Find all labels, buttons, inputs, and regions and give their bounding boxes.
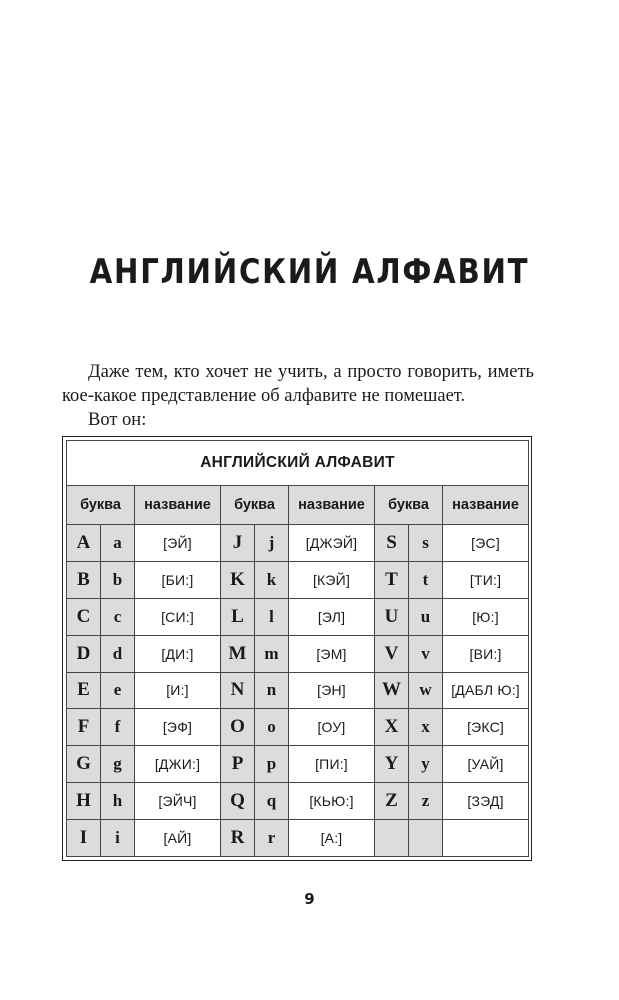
uppercase-letter: R	[221, 820, 255, 857]
letter-name: [УАЙ]	[443, 746, 529, 783]
lowercase-letter: n	[255, 672, 289, 709]
lowercase-letter: o	[255, 709, 289, 746]
letter-name: [ЭЙЧ]	[135, 783, 221, 820]
letter-name: [ЭС]	[443, 525, 529, 562]
uppercase-letter: L	[221, 598, 255, 635]
header-name-1: название	[135, 486, 221, 525]
lowercase-letter	[409, 820, 443, 857]
letter-name: [ЭЙ]	[135, 525, 221, 562]
lowercase-letter: v	[409, 635, 443, 672]
letter-name: [ЭН]	[289, 672, 375, 709]
lowercase-letter: h	[101, 783, 135, 820]
lowercase-letter: t	[409, 561, 443, 598]
lowercase-letter: p	[255, 746, 289, 783]
letter-name: [ЗЭД]	[443, 783, 529, 820]
letter-name: [ДЖИ:]	[135, 746, 221, 783]
lowercase-letter: q	[255, 783, 289, 820]
table-row	[67, 746, 529, 783]
lowercase-letter: u	[409, 598, 443, 635]
chapter-title: АНГЛИЙСКИЙ АЛФАВИТ	[89, 252, 530, 292]
header-letter-1: буква	[67, 486, 135, 525]
letter-name	[443, 820, 529, 857]
uppercase-letter: I	[67, 820, 101, 857]
uppercase-letter: F	[67, 709, 101, 746]
lowercase-letter: f	[101, 709, 135, 746]
letter-name: [БИ:]	[135, 561, 221, 598]
lowercase-letter: b	[101, 561, 135, 598]
header-letter-3: буква	[375, 486, 443, 525]
lowercase-letter: w	[409, 672, 443, 709]
letter-name: [ДИ:]	[135, 635, 221, 672]
uppercase-letter: G	[67, 746, 101, 783]
uppercase-letter: A	[67, 525, 101, 562]
uppercase-letter: C	[67, 598, 101, 635]
letter-name: [АЙ]	[135, 820, 221, 857]
header-name-2: название	[289, 486, 375, 525]
uppercase-letter: Y	[375, 746, 409, 783]
lowercase-letter: l	[255, 598, 289, 635]
letter-name: [ЭФ]	[135, 709, 221, 746]
letter-name: [ЭМ]	[289, 635, 375, 672]
lowercase-letter: k	[255, 561, 289, 598]
letter-name: [Ю:]	[443, 598, 529, 635]
letter-name: [КЭЙ]	[289, 561, 375, 598]
header-name-3: название	[443, 486, 529, 525]
uppercase-letter: Z	[375, 783, 409, 820]
table-row	[67, 635, 529, 672]
table-row	[67, 598, 529, 635]
uppercase-letter: S	[375, 525, 409, 562]
letter-name: [И:]	[135, 672, 221, 709]
uppercase-letter: D	[67, 635, 101, 672]
uppercase-letter: M	[221, 635, 255, 672]
letter-name: [ТИ:]	[443, 561, 529, 598]
letter-name: [ПИ:]	[289, 746, 375, 783]
lowercase-letter: z	[409, 783, 443, 820]
alphabet-table-frame	[62, 436, 532, 861]
header-letter-2: буква	[221, 486, 289, 525]
uppercase-letter: Q	[221, 783, 255, 820]
page-number: 9	[304, 890, 315, 908]
uppercase-letter: V	[375, 635, 409, 672]
uppercase-letter: X	[375, 709, 409, 746]
lowercase-letter: e	[101, 672, 135, 709]
table-caption: АНГЛИЙСКИЙ АЛФАВИТ	[67, 441, 529, 486]
letter-name: [КЬЮ:]	[289, 783, 375, 820]
letter-name: [ДАБЛ Ю:]	[443, 672, 529, 709]
uppercase-letter: T	[375, 561, 409, 598]
lowercase-letter: g	[101, 746, 135, 783]
lowercase-letter: m	[255, 635, 289, 672]
lowercase-letter: i	[101, 820, 135, 857]
table-row	[67, 561, 529, 598]
lowercase-letter: x	[409, 709, 443, 746]
lowercase-letter: a	[101, 525, 135, 562]
uppercase-letter: U	[375, 598, 409, 635]
letter-name: [ЭЛ]	[289, 598, 375, 635]
uppercase-letter: P	[221, 746, 255, 783]
intro-lead-in: Вот он:	[88, 410, 147, 430]
letter-name: [А:]	[289, 820, 375, 857]
alphabet-table	[66, 440, 529, 857]
letter-name: [ДЖЭЙ]	[289, 525, 375, 562]
uppercase-letter: W	[375, 672, 409, 709]
intro-paragraph: Даже тем, кто хочет не учить, а просто говорить, иметь кое-какое представление об алфавите не помешает.	[62, 362, 534, 406]
lowercase-letter: d	[101, 635, 135, 672]
lowercase-letter: j	[255, 525, 289, 562]
lowercase-letter: s	[409, 525, 443, 562]
table-row	[67, 525, 529, 562]
uppercase-letter: B	[67, 561, 101, 598]
table-row	[67, 820, 529, 857]
uppercase-letter: O	[221, 709, 255, 746]
intro-text	[62, 360, 534, 432]
letter-name: [ОУ]	[289, 709, 375, 746]
table-row	[67, 783, 529, 820]
uppercase-letter: J	[221, 525, 255, 562]
table-row	[67, 709, 529, 746]
lowercase-letter: r	[255, 820, 289, 857]
uppercase-letter	[375, 820, 409, 857]
uppercase-letter: K	[221, 561, 255, 598]
letter-name: [СИ:]	[135, 598, 221, 635]
uppercase-letter: H	[67, 783, 101, 820]
letter-name: [ВИ:]	[443, 635, 529, 672]
uppercase-letter: N	[221, 672, 255, 709]
uppercase-letter: E	[67, 672, 101, 709]
lowercase-letter: c	[101, 598, 135, 635]
letter-name: [ЭКС]	[443, 709, 529, 746]
lowercase-letter: y	[409, 746, 443, 783]
table-row	[67, 672, 529, 709]
